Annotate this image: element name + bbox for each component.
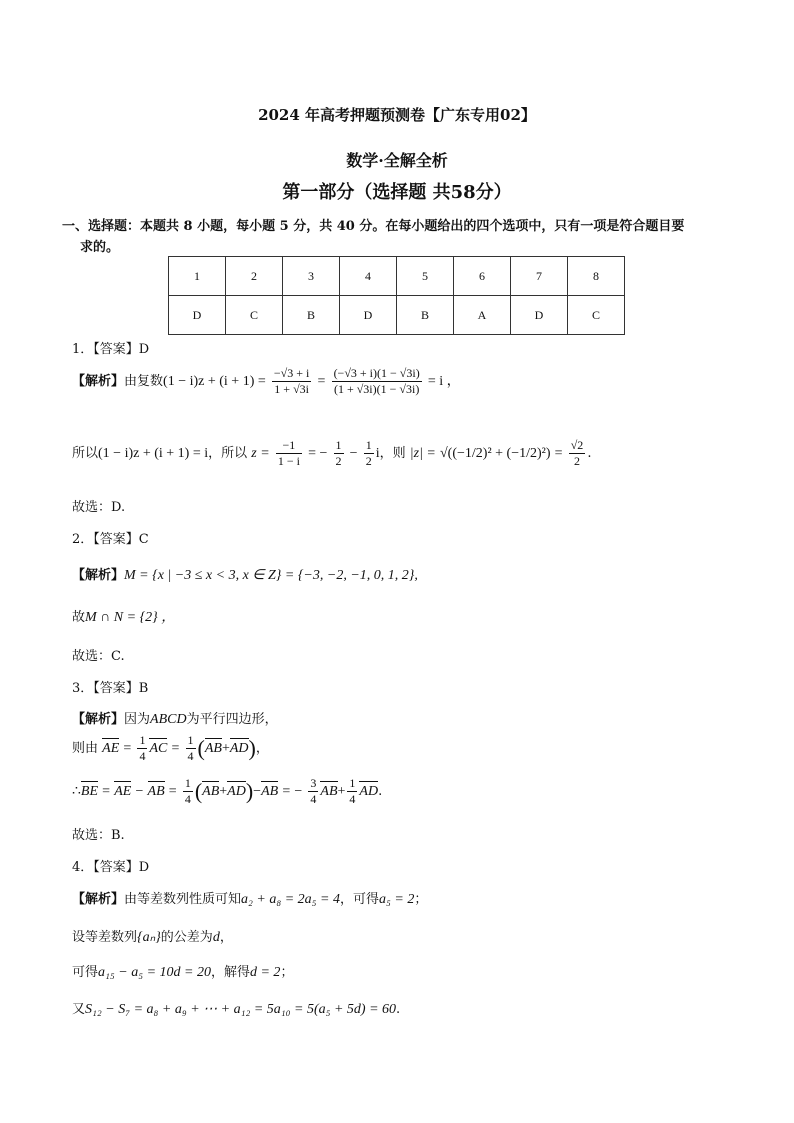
jiexi-label: 【解析】	[72, 568, 125, 583]
math-expr: = i ，	[427, 374, 461, 389]
math-expr: S₁₂ − S₇ = a₈ + a₉ + ⋯ + a₁₂ = 5a₁₀ = 5(a₅ + 5d) = 60	[85, 1002, 397, 1017]
fraction	[183, 776, 193, 807]
fraction	[137, 733, 147, 764]
table-cell: 8	[567, 257, 624, 296]
text: ，	[219, 930, 233, 945]
denominator: 1 + √3i	[274, 382, 309, 396]
paren: )	[245, 778, 254, 804]
eq-sign: =	[123, 741, 132, 756]
text: ；	[414, 892, 428, 907]
numerator: 3	[310, 776, 317, 790]
paren: (	[194, 778, 203, 804]
plus-sign: +	[219, 784, 228, 799]
text: 所以	[72, 446, 99, 461]
part-title: 第一部分（选择题 共58分）	[282, 182, 512, 203]
vector-ab: AB	[204, 741, 222, 756]
math-expr: z =	[251, 446, 270, 461]
q2-answer: 2．【答案】C	[72, 532, 149, 547]
math-expr: {aₙ}	[137, 930, 161, 945]
q4-answer: 4．【答案】D	[72, 860, 150, 875]
numerator: 1	[184, 776, 191, 790]
text: .	[378, 784, 383, 799]
denominator: 2	[365, 454, 372, 468]
math-expr: (1 − i)z + (i + 1) =	[163, 374, 266, 389]
paren: )	[248, 735, 256, 761]
therefore-sign: ∴	[72, 784, 81, 799]
table-cell: A	[453, 296, 510, 335]
q2-solution-line-1	[72, 564, 418, 584]
table-cell: C	[567, 296, 624, 335]
text: ，则	[379, 446, 406, 461]
denominator: 4	[184, 792, 191, 806]
vector-be: BE	[80, 784, 99, 799]
subject-title: 数学·全解全析	[346, 151, 448, 170]
text: 则由	[72, 741, 99, 756]
text: ，所以	[208, 446, 248, 461]
numerator: −1	[276, 438, 302, 454]
table-cell: C	[226, 296, 283, 335]
fraction	[347, 776, 357, 807]
vector-ab: AB	[147, 784, 165, 799]
math-expr: |z| =	[409, 446, 436, 461]
math-expr: ABCD	[150, 712, 187, 727]
text: 又	[72, 1002, 86, 1017]
table-cell: B	[396, 296, 453, 335]
fraction	[272, 366, 311, 397]
math-expr: a₁₅ − a₅ = 10d = 20	[98, 965, 211, 980]
answer-table	[168, 256, 625, 335]
denominator: 4	[139, 749, 146, 763]
denominator: (1 + √3i)(1 − √3i)	[333, 382, 420, 396]
text: ，解得	[210, 965, 250, 980]
paren: (	[197, 735, 205, 761]
math-expr: a₅ = 2	[379, 892, 415, 907]
text: .	[587, 446, 592, 461]
section-intro	[62, 216, 730, 258]
vector-ab: AB	[320, 784, 338, 799]
math-expr: M ∩ N = {2} ，	[85, 610, 176, 625]
denominator: 2	[335, 454, 342, 468]
denominator: 4	[310, 792, 317, 806]
jiexi-label: 【解析】	[72, 374, 125, 389]
q3-conclusion: 故选：B.	[72, 828, 125, 843]
eq-sign: =	[317, 374, 326, 389]
numerator: −√3 + i	[273, 366, 310, 380]
vector-ac: AC	[149, 741, 168, 756]
q3-answer: 3．【答案】B	[72, 681, 149, 696]
table-cell: 1	[169, 257, 226, 296]
text: ；	[280, 965, 294, 980]
q4-solution-line-2	[72, 926, 233, 946]
math-expr: M = {x | −3 ≤ x < 3, x ∈ Z} = {−3, −2, −1, 0, 1, 2},	[124, 568, 418, 583]
fraction	[186, 733, 196, 764]
numerator: 1	[349, 776, 356, 790]
plus-sign: +	[337, 784, 346, 799]
eq-sign: =	[171, 741, 180, 756]
math-expr: d	[212, 930, 220, 945]
vector-ae: AE	[114, 784, 132, 799]
vector-ae: AE	[102, 741, 120, 756]
table-cell: D	[339, 296, 396, 335]
numerator: √2	[570, 438, 584, 452]
q3-solution-line-1	[72, 708, 278, 728]
denominator: 4	[349, 792, 356, 806]
text: 可得	[72, 965, 99, 980]
math-expr: = −	[308, 446, 328, 461]
q1-solution-line-2	[72, 438, 591, 469]
fraction	[364, 438, 374, 469]
text: ，	[255, 741, 269, 756]
eq-sign: =	[102, 784, 111, 799]
intro-line-1: 一、选择题：本题共 8 小题，每小题 5 分，共 40 分。在每小题给出的四个选项中，只有一项是符合题目要	[62, 219, 685, 234]
eq-sign: =	[554, 446, 563, 461]
table-cell: 4	[339, 257, 396, 296]
vector-ad: AD	[359, 784, 379, 799]
numerator: 1	[187, 733, 194, 747]
denominator: 4	[187, 749, 194, 763]
q3-solution-line-3	[72, 776, 382, 807]
minus-sign: −	[253, 784, 262, 799]
q4-solution-line-4	[72, 998, 400, 1018]
minus-sign: −	[294, 784, 303, 799]
fraction	[276, 438, 302, 469]
q1-conclusion: 故选：D.	[72, 500, 126, 515]
table-cell: 5	[396, 257, 453, 296]
text: ，可得	[339, 892, 379, 907]
math-expr: i	[375, 446, 380, 461]
math-expr: (1 − i)z + (i + 1) = i	[98, 446, 209, 461]
vector-ab: AB	[202, 784, 220, 799]
q4-solution-line-3	[72, 961, 293, 981]
math-expr: a₂ + a₈ = 2a₅ = 4	[241, 892, 340, 907]
table-row-answers	[169, 296, 625, 335]
vector-ad: AD	[227, 784, 246, 799]
table-row-numbers	[169, 257, 625, 296]
q1-solution-line-1	[72, 366, 461, 397]
math-expr: √((−1/2)² + (−1/2)²)	[440, 446, 551, 461]
q2-conclusion: 故选：C.	[72, 649, 125, 664]
table-cell: B	[282, 296, 339, 335]
numerator: 1	[139, 733, 146, 747]
table-cell: D	[510, 296, 567, 335]
eq-sign: =	[168, 784, 177, 799]
text: 的公差为	[160, 930, 213, 945]
numerator: (−√3 + i)(1 − √3i)	[333, 366, 420, 380]
intro-line-2: 求的。	[80, 240, 120, 255]
math-expr: d = 2	[249, 965, 281, 980]
fraction	[308, 776, 318, 807]
table-cell: 6	[453, 257, 510, 296]
math-expr: −	[349, 446, 358, 461]
text: 故	[72, 610, 86, 625]
text: .	[396, 1002, 401, 1017]
text: 由等差数列性质可知	[124, 892, 242, 907]
vector-ad: AD	[229, 741, 249, 756]
jiexi-label: 【解析】	[72, 892, 125, 907]
numerator: 1	[365, 438, 372, 452]
fraction	[332, 366, 422, 397]
numerator: 1	[335, 438, 342, 452]
denominator: 1 − i	[277, 454, 300, 468]
fraction	[334, 438, 344, 469]
q2-solution-line-2	[72, 606, 175, 626]
table-cell: 2	[226, 257, 283, 296]
page-title: 2024 年高考押题预测卷【广东专用02】	[258, 106, 536, 124]
eq-sign: =	[282, 784, 291, 799]
text: 为平行四边形，	[186, 712, 278, 727]
vector-ab: AB	[261, 784, 279, 799]
jiexi-label: 【解析】	[72, 712, 125, 727]
text: 由复数	[124, 374, 164, 389]
fraction	[569, 438, 586, 469]
text: 设等差数列	[72, 930, 138, 945]
table-cell: 3	[282, 257, 339, 296]
denominator: 2	[574, 454, 581, 468]
q3-solution-line-2	[72, 733, 269, 764]
minus-sign: −	[135, 784, 144, 799]
text: 因为	[124, 712, 151, 727]
table-cell: D	[169, 296, 226, 335]
table-cell: 7	[510, 257, 567, 296]
q4-solution-line-1	[72, 888, 427, 908]
plus-sign: +	[221, 741, 230, 756]
q1-answer: 1．【答案】D	[72, 342, 150, 357]
